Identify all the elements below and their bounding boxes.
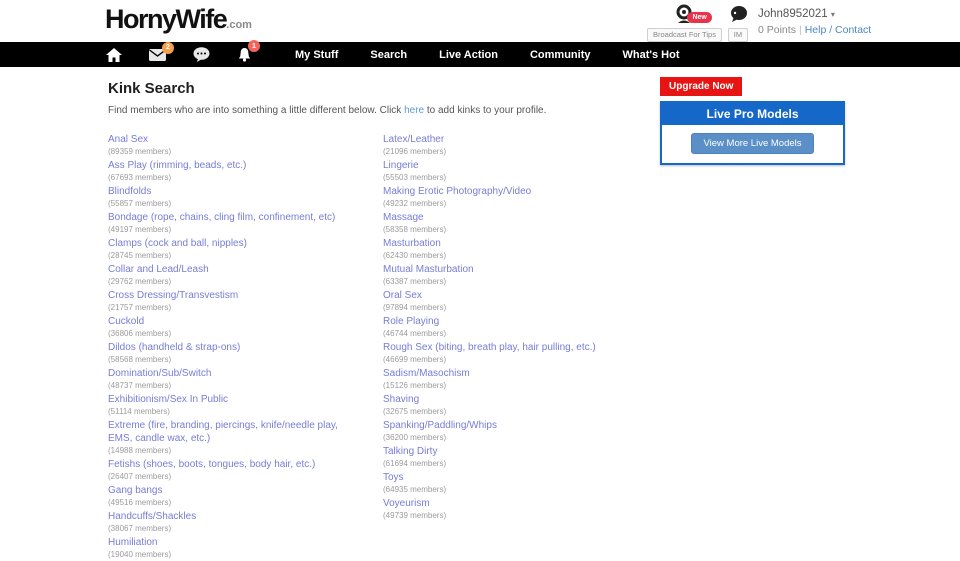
kink-link[interactable]: Fetishs (shoes, boots, tongues, body hair, etc.) (108, 459, 316, 470)
kink-member-count: (55503 members) (383, 173, 447, 182)
intro-after: to add kinks to your profile. (424, 105, 547, 116)
chat-icon[interactable] (193, 47, 210, 62)
logo-text: HornyWife (105, 4, 227, 34)
kink-list-item (383, 367, 657, 391)
kink-list-item (383, 289, 657, 313)
kink-link[interactable]: Shaving (383, 394, 420, 405)
nav-item-my-stuff[interactable]: My Stuff (295, 48, 339, 61)
kink-list (108, 133, 960, 561)
username: John8952021 (758, 8, 828, 20)
separator: | (798, 24, 802, 36)
kink-member-count: (48737 members) (108, 381, 172, 390)
kink-link[interactable]: Extreme (fire, branding, piercings, knife/needle play, EMS, candle wax, etc.) (108, 420, 338, 444)
kink-link[interactable]: Ass Play (rimming, beads, etc.) (108, 160, 247, 171)
kink-link[interactable]: Dildos (handheld & strap-ons) (108, 342, 241, 353)
top-header (0, 0, 960, 42)
kink-member-count: (36200 members) (383, 433, 447, 442)
kink-member-count: (32675 members) (383, 407, 447, 416)
kink-member-count: (38067 members) (108, 524, 172, 533)
kink-member-count: (97894 members) (383, 303, 447, 312)
kink-member-count: (63387 members) (383, 277, 447, 286)
upgrade-now-button[interactable]: Upgrade Now (660, 77, 742, 96)
kink-list-item (108, 393, 382, 417)
kink-member-count: (49197 members) (108, 225, 172, 234)
main-nav (0, 42, 960, 67)
kink-list-item (383, 393, 657, 417)
kink-link[interactable]: Masturbation (383, 238, 441, 249)
kink-list-item (108, 133, 382, 157)
kink-list-item (108, 419, 382, 456)
kink-list-item (383, 185, 657, 209)
kink-list-item (108, 263, 382, 287)
kink-link[interactable]: Cuckold (108, 316, 145, 327)
chevron-down-icon: ▾ (830, 10, 835, 19)
help-contact-link[interactable]: Help / Contact (804, 24, 872, 36)
kink-link[interactable]: Latex/Leather (383, 134, 445, 145)
kink-member-count: (14988 members) (108, 446, 172, 455)
kink-list-item (108, 159, 382, 183)
kink-list-item (108, 341, 382, 365)
kink-link[interactable]: Domination/Sub/Switch (108, 368, 212, 379)
kink-list-item (108, 185, 382, 209)
intro-before: Find members who are into something a little different below. Click (108, 105, 405, 116)
live-pro-models-panel (660, 101, 845, 165)
kink-link[interactable]: Handcuffs/Shackles (108, 511, 197, 522)
nav-item-live-action[interactable]: Live Action (439, 48, 498, 61)
view-more-live-models-button[interactable]: View More Live Models (691, 133, 813, 154)
kink-member-count: (36806 members) (108, 329, 172, 338)
kink-list-item (108, 237, 382, 261)
live-panel-title: Live Pro Models (662, 103, 843, 125)
im-button[interactable] (727, 5, 749, 42)
kink-link[interactable]: Spanking/Paddling/Whips (383, 420, 497, 431)
notifications-bell-icon[interactable] (237, 42, 256, 62)
kink-link[interactable]: Collar and Lead/Leash (108, 264, 209, 275)
kink-member-count: (62430 members) (383, 251, 447, 260)
kink-link[interactable]: Sadism/Masochism (383, 368, 470, 379)
kink-member-count: (29762 members) (108, 277, 172, 286)
kink-list-item (383, 445, 657, 469)
kink-member-count: (21757 members) (108, 303, 172, 312)
kink-list-item (383, 471, 657, 495)
im-chat-bubble-icon (727, 4, 749, 29)
kink-member-count: (49739 members) (383, 511, 447, 520)
right-sidebar (660, 76, 845, 165)
kink-list-item (108, 289, 382, 313)
kink-link[interactable]: Exhibitionism/Sex In Public (108, 394, 229, 405)
notification-count-badge: 1 (248, 40, 260, 52)
home-icon[interactable] (106, 48, 122, 62)
kink-list-item (383, 341, 657, 365)
kink-link[interactable]: Role Playing (383, 316, 440, 327)
messages-icon[interactable] (149, 44, 170, 61)
logo-suffix: .com (226, 19, 252, 31)
kink-link[interactable]: Talking Dirty (383, 446, 438, 457)
kink-member-count: (58358 members) (383, 225, 447, 234)
kink-link[interactable]: Massage (383, 212, 424, 223)
kink-list-item (383, 263, 657, 287)
username-dropdown[interactable] (758, 8, 871, 20)
nav-item-community[interactable]: Community (529, 48, 591, 61)
kink-list-item (108, 458, 382, 482)
kink-list-item (383, 497, 657, 521)
kink-member-count: (49232 members) (383, 199, 447, 208)
add-kinks-here-link[interactable]: here (404, 105, 425, 116)
kink-member-count: (46699 members) (383, 355, 447, 364)
kink-list-item (383, 237, 657, 261)
broadcast-label: Broadcast For Tips (647, 28, 722, 42)
kink-link[interactable]: Cross Dressing/Transvestism (108, 290, 239, 301)
site-logo[interactable] (105, 4, 252, 35)
kink-member-count: (15126 members) (383, 381, 447, 390)
kink-member-count: (55857 members) (108, 199, 172, 208)
im-label: IM (728, 28, 748, 42)
kink-member-count: (21096 members) (383, 147, 447, 156)
kink-link[interactable]: Oral Sex (383, 290, 422, 301)
kink-list-item (108, 315, 382, 339)
kink-list-item (108, 536, 382, 560)
kink-link[interactable]: Toys (383, 472, 404, 483)
new-badge: New (687, 12, 711, 23)
kink-list-item (383, 211, 657, 235)
kink-link[interactable]: Humiliation (108, 537, 158, 548)
kink-member-count: (89359 members) (108, 147, 172, 156)
kink-column-right (383, 133, 657, 561)
kink-list-item (108, 510, 382, 534)
kink-list-item (383, 315, 657, 339)
kink-list-item (383, 419, 657, 443)
kink-member-count: (67693 members) (108, 173, 172, 182)
kink-link[interactable]: Bondage (rope, chains, cling film, confinement, etc) (108, 212, 336, 223)
kink-list-item (383, 159, 657, 183)
kink-list-item (108, 211, 382, 235)
kink-list-item (108, 484, 382, 508)
kink-member-count: (19040 members) (108, 550, 172, 559)
kink-link[interactable]: Lingerie (383, 160, 419, 171)
kink-member-count: (49516 members) (108, 498, 172, 507)
kink-member-count: (61694 members) (383, 459, 447, 468)
message-count-badge: 2 (162, 42, 174, 54)
kink-column-left (108, 133, 382, 561)
kink-list-item (108, 367, 382, 391)
user-menu (758, 8, 871, 36)
kink-link[interactable]: Voyeurism (383, 498, 430, 509)
points-label: 0 Points (758, 24, 796, 36)
kink-link[interactable]: Clamps (cock and ball, nipples) (108, 238, 247, 249)
page-title: Kink Search (108, 80, 195, 97)
kink-member-count: (28745 members) (108, 251, 172, 260)
kink-link[interactable]: Mutual Masturbation (383, 264, 474, 275)
nav-item-search[interactable]: Search (370, 48, 408, 61)
kink-member-count: (64935 members) (383, 485, 447, 494)
kink-member-count: (58568 members) (108, 355, 172, 364)
broadcast-for-tips-button[interactable] (647, 5, 722, 42)
header-controls (647, 5, 749, 42)
kink-member-count: (26407 members) (108, 472, 172, 481)
kink-link[interactable]: Making Erotic Photography/Video (383, 186, 532, 197)
kink-link[interactable]: Gang bangs (108, 485, 163, 496)
kink-member-count: (51114 members) (108, 407, 170, 416)
kink-link[interactable]: Blindfolds (108, 186, 152, 197)
kink-list-item (383, 133, 657, 157)
kink-link[interactable]: Anal Sex (108, 134, 149, 145)
nav-item-whats-hot[interactable]: What's Hot (622, 48, 680, 61)
kink-link[interactable]: Rough Sex (biting, breath play, hair pulling, etc.) (383, 342, 596, 353)
kink-member-count: (46744 members) (383, 329, 447, 338)
